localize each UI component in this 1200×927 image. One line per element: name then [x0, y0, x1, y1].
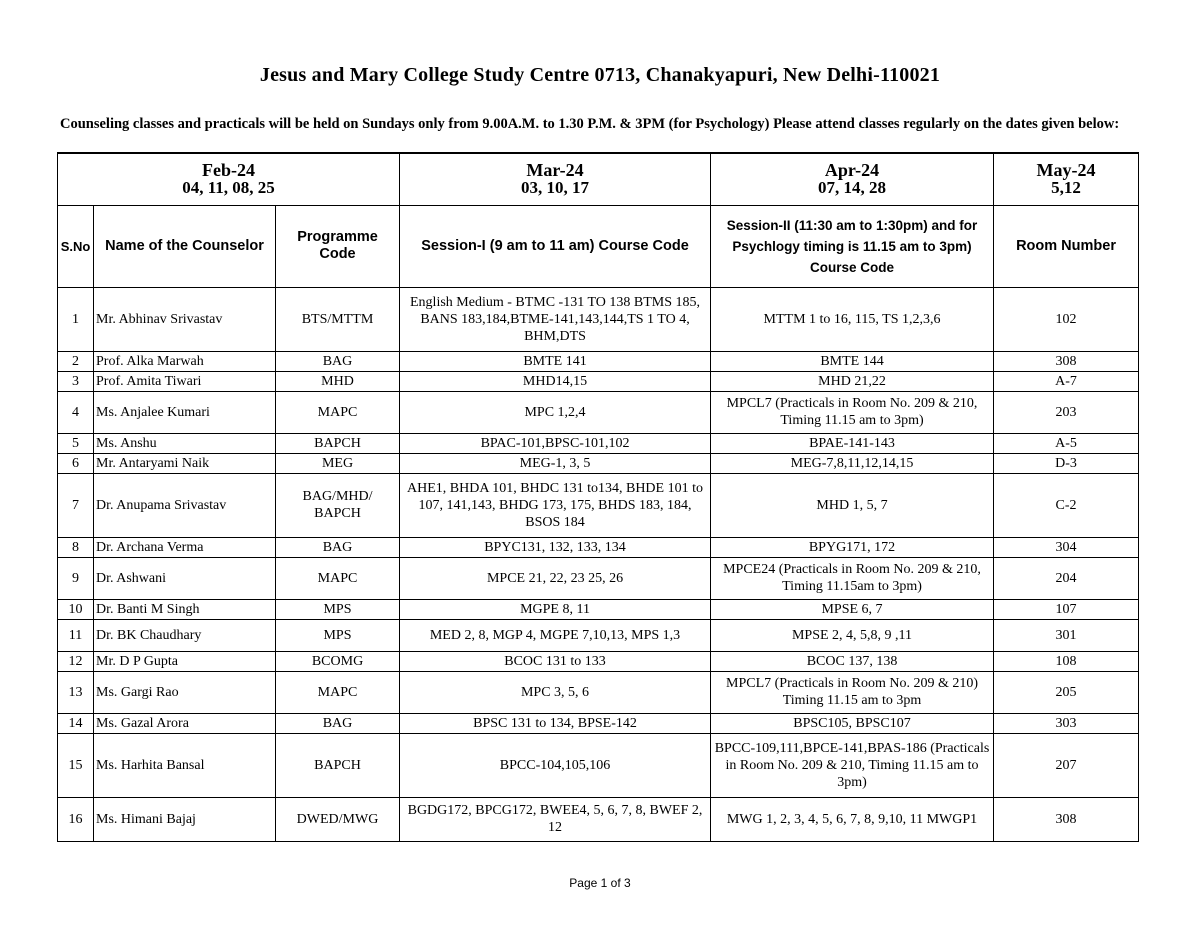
cell-counselor: Dr. BK Chaudhary [94, 619, 276, 651]
cell-programme: MAPC [276, 671, 400, 713]
table-row [58, 713, 1139, 733]
cell-programme: BAG/MHD/ BAPCH [276, 473, 400, 537]
cell-programme: BAG [276, 713, 400, 733]
table-row [58, 537, 1139, 557]
cell-session1: English Medium - BTMC -131 TO 138 BTMS 185, BANS 183,184,BTME-141,143,144,TS 1 TO 4, BHM,DTS [400, 287, 711, 351]
cell-sno: 12 [58, 651, 94, 671]
cell-programme: MAPC [276, 391, 400, 433]
cell-counselor: Ms. Gargi Rao [94, 671, 276, 713]
cell-counselor: Ms. Gazal Arora [94, 713, 276, 733]
cell-counselor: Mr. D P Gupta [94, 651, 276, 671]
cell-session2: MHD 1, 5, 7 [711, 473, 994, 537]
cell-session2: MPCL7 (Practicals in Room No. 209 & 210) Timing 11.15 am to 3pm [711, 671, 994, 713]
cell-session1: MPCE 21, 22, 23 25, 26 [400, 557, 711, 599]
cell-programme: MHD [276, 371, 400, 391]
table-row [58, 391, 1139, 433]
month-row [58, 153, 1139, 205]
cell-room: 108 [994, 651, 1139, 671]
cell-room: 207 [994, 733, 1139, 797]
header-room: Room Number [994, 205, 1139, 287]
schedule-table [57, 152, 1139, 842]
table-row [58, 371, 1139, 391]
cell-programme: BCOMG [276, 651, 400, 671]
document-title: Jesus and Mary College Study Centre 0713, Chanakyapuri, New Delhi-110021 [259, 64, 941, 86]
page-number: Page 1 of 3 [569, 876, 631, 890]
cell-sno: 4 [58, 391, 94, 433]
cell-session1: MPC 3, 5, 6 [400, 671, 711, 713]
cell-room: A-7 [994, 371, 1139, 391]
table-row [58, 619, 1139, 651]
cell-room: 308 [994, 797, 1139, 841]
cell-programme: BAPCH [276, 433, 400, 453]
cell-session1: BMTE 141 [400, 351, 711, 371]
cell-counselor: Mr. Antaryami Naik [94, 453, 276, 473]
cell-session1: BCOC 131 to 133 [400, 651, 711, 671]
cell-sno: 14 [58, 713, 94, 733]
table-row [58, 351, 1139, 371]
schedule-notice: Counseling classes and practicals will be held on Sundays only from 9.00A.M. to 1.30 P.M. & 3PM (for Psychology) Please attend classes regularly on the dates given below: [60, 116, 1120, 132]
month-feb: Feb-24 04, 11, 08, 25 [58, 153, 400, 205]
cell-programme: BAG [276, 537, 400, 557]
cell-room: 102 [994, 287, 1139, 351]
cell-sno: 7 [58, 473, 94, 537]
table-row [58, 473, 1139, 537]
cell-session2: BPCC-109,111,BPCE-141,BPAS-186 (Practicals in Room No. 209 & 210, Timing 11.15 am to 3pm) [711, 733, 994, 797]
cell-room: 203 [994, 391, 1139, 433]
cell-room: A-5 [994, 433, 1139, 453]
cell-counselor: Ms. Anshu [94, 433, 276, 453]
cell-session2: MHD 21,22 [711, 371, 994, 391]
cell-session2: MWG 1, 2, 3, 4, 5, 6, 7, 8, 9,10, 11 MWGP1 [711, 797, 994, 841]
cell-session1: MGPE 8, 11 [400, 599, 711, 619]
header-sno: S.No [58, 205, 94, 287]
cell-session2: BPAE-141-143 [711, 433, 994, 453]
header-programme: Programme Code [276, 205, 400, 287]
table-row [58, 453, 1139, 473]
cell-session2: MTTM 1 to 16, 115, TS 1,2,3,6 [711, 287, 994, 351]
cell-counselor: Ms. Himani Bajaj [94, 797, 276, 841]
cell-sno: 11 [58, 619, 94, 651]
cell-programme: MPS [276, 599, 400, 619]
cell-room: 303 [994, 713, 1139, 733]
header-counselor: Name of the Counselor [94, 205, 276, 287]
cell-sno: 9 [58, 557, 94, 599]
cell-session2: MPSE 6, 7 [711, 599, 994, 619]
cell-session1: BPCC-104,105,106 [400, 733, 711, 797]
month-mar: Mar-24 03, 10, 17 [400, 153, 711, 205]
header-row [58, 205, 1139, 287]
table-row [58, 433, 1139, 453]
cell-counselor: Dr. Archana Verma [94, 537, 276, 557]
cell-programme: MAPC [276, 557, 400, 599]
month-apr: Apr-24 07, 14, 28 [711, 153, 994, 205]
header-session2: Session-II (11:30 am to 1:30pm) and for Psychlogy timing is 11.15 am to 3pm) Course Code [711, 205, 994, 287]
cell-room: 107 [994, 599, 1139, 619]
cell-session1: AHE1, BHDA 101, BHDC 131 to134, BHDE 101 to 107, 141,143, BHDG 173, 175, BHDS 183, 184, BSOS 184 [400, 473, 711, 537]
table-row [58, 797, 1139, 841]
table-row [58, 287, 1139, 351]
cell-session1: MPC 1,2,4 [400, 391, 711, 433]
cell-session1: MEG-1, 3, 5 [400, 453, 711, 473]
cell-sno: 15 [58, 733, 94, 797]
cell-session1: BPAC-101,BPSC-101,102 [400, 433, 711, 453]
cell-session2: MEG-7,8,11,12,14,15 [711, 453, 994, 473]
table-row [58, 733, 1139, 797]
cell-session1: BPYC131, 132, 133, 134 [400, 537, 711, 557]
cell-room: D-3 [994, 453, 1139, 473]
cell-sno: 6 [58, 453, 94, 473]
table-row [58, 557, 1139, 599]
cell-counselor: Ms. Anjalee Kumari [94, 391, 276, 433]
cell-sno: 10 [58, 599, 94, 619]
header-session1: Session-I (9 am to 11 am) Course Code [400, 205, 711, 287]
cell-programme: BTS/MTTM [276, 287, 400, 351]
cell-programme: MPS [276, 619, 400, 651]
cell-sno: 5 [58, 433, 94, 453]
cell-programme: DWED/MWG [276, 797, 400, 841]
table-row [58, 651, 1139, 671]
cell-session1: BPSC 131 to 134, BPSE-142 [400, 713, 711, 733]
cell-sno: 13 [58, 671, 94, 713]
cell-programme: MEG [276, 453, 400, 473]
cell-counselor: Mr. Abhinav Srivastav [94, 287, 276, 351]
cell-session2: BCOC 137, 138 [711, 651, 994, 671]
cell-sno: 1 [58, 287, 94, 351]
cell-session2: BPYG171, 172 [711, 537, 994, 557]
cell-counselor: Prof. Alka Marwah [94, 351, 276, 371]
cell-session2: MPSE 2, 4, 5,8, 9 ,11 [711, 619, 994, 651]
cell-room: 204 [994, 557, 1139, 599]
cell-counselor: Dr. Ashwani [94, 557, 276, 599]
cell-session1: MED 2, 8, MGP 4, MGPE 7,10,13, MPS 1,3 [400, 619, 711, 651]
cell-room: 304 [994, 537, 1139, 557]
cell-session1: MHD14,15 [400, 371, 711, 391]
cell-counselor: Dr. Anupama Srivastav [94, 473, 276, 537]
cell-programme: BAG [276, 351, 400, 371]
cell-session2: BMTE 144 [711, 351, 994, 371]
cell-programme: BAPCH [276, 733, 400, 797]
cell-room: 301 [994, 619, 1139, 651]
cell-sno: 2 [58, 351, 94, 371]
cell-room: 205 [994, 671, 1139, 713]
cell-counselor: Prof. Amita Tiwari [94, 371, 276, 391]
cell-room: C-2 [994, 473, 1139, 537]
table-row [58, 599, 1139, 619]
cell-session1: BGDG172, BPCG172, BWEE4, 5, 6, 7, 8, BWEF 2, 12 [400, 797, 711, 841]
cell-room: 308 [994, 351, 1139, 371]
cell-sno: 16 [58, 797, 94, 841]
cell-sno: 3 [58, 371, 94, 391]
table-row [58, 671, 1139, 713]
cell-session2: BPSC105, BPSC107 [711, 713, 994, 733]
cell-sno: 8 [58, 537, 94, 557]
cell-session2: MPCL7 (Practicals in Room No. 209 & 210, Timing 11.15 am to 3pm) [711, 391, 994, 433]
cell-counselor: Ms. Harhita Bansal [94, 733, 276, 797]
cell-session2: MPCE24 (Practicals in Room No. 209 & 210, Timing 11.15am to 3pm) [711, 557, 994, 599]
month-may: May-24 5,12 [994, 153, 1139, 205]
cell-counselor: Dr. Banti M Singh [94, 599, 276, 619]
